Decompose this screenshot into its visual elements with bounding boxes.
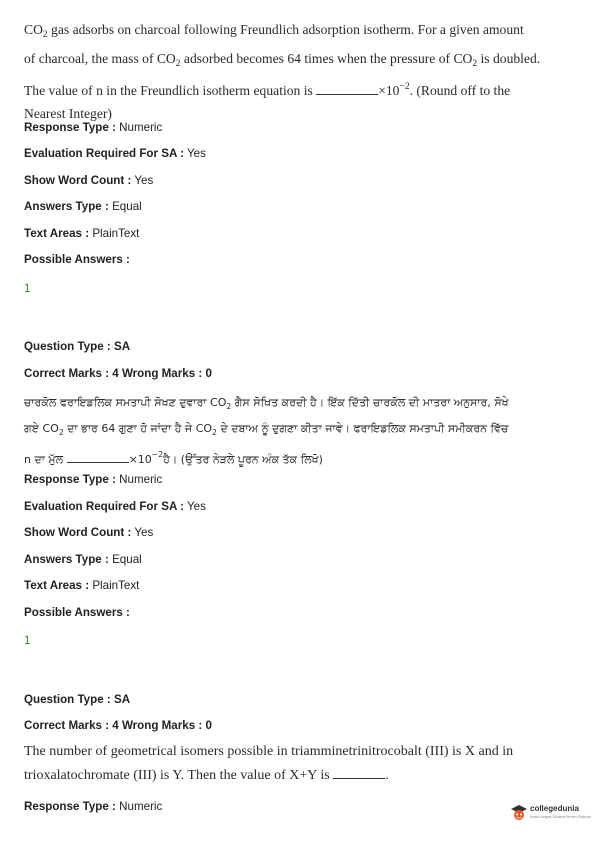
answers-type: Answers Type : Equal <box>24 200 142 213</box>
question-line: n ਦਾ ਮੁੱਲ $\times 10^{-2}ਹੈ।$ (ਉੱਤਰ ਨੇੜਲੇ ਪੂਰਨ ਅੰਕ ਤੱਕ ਲਿਖੋ) <box>24 450 323 466</box>
answers-type: Answers Type : Equal <box>24 553 142 566</box>
possible-answer-value: 1 <box>24 634 31 647</box>
question-line: ਗਏ $CO_2$ ਦਾ ਭਾਰ 64 ਗੁਣਾ ਹੋ ਜਾਂਦਾ ਹੈ ਜੇ $CO_2$ ਦੇ ਦਬਾਅ ਨੂੰ ਦੁਗਣਾ ਕੀਤਾ ਜਾਵੇ। ਫਰਾਇਡਲਿਕ ਸਮਤਾਪੀ ਸਮੀਕਰਨ ਵਿੱਚ <box>24 422 509 437</box>
question-text-english <box>24 740 572 788</box>
logo-tagline: India's largest Student Review Platform <box>530 815 591 819</box>
question-line: The value of n in the Freundlich isotherm equation is $\times 10^{-2}$. (Round off to the <box>24 82 511 98</box>
answer-blank <box>316 82 378 95</box>
logo-name: collegedunia <box>530 804 579 813</box>
show-word-count: Show Word Count : Yes <box>24 526 154 539</box>
answer-blank <box>67 450 129 463</box>
question-line: The number of geometrical isomers possible in triamminetrinitrocobalt (III) is X and in <box>24 744 514 759</box>
question-text-english <box>24 18 572 125</box>
collegedunia-logo <box>510 802 594 826</box>
evaluation-required: Evaluation Required For SA : Yes <box>24 147 206 160</box>
text-areas: Text Areas : PlainText <box>24 227 140 240</box>
text-areas: Text Areas : PlainText <box>24 579 140 592</box>
marks: Correct Marks : 4 Wrong Marks : 0 <box>24 719 212 732</box>
question-line: Nearest Integer) <box>24 106 112 121</box>
question-type: Question Type : SA <box>24 340 131 353</box>
evaluation-required: Evaluation Required For SA : Yes <box>24 500 206 513</box>
question-type: Question Type : SA <box>24 693 131 706</box>
possible-answer-value: 1 <box>24 282 31 295</box>
question-text-punjabi <box>24 392 572 471</box>
question-line: of charcoal, the mass of $CO_2$ adsorbed becomes 64 times when the pressure of $CO_2$ is doubled. <box>24 51 541 69</box>
graduate-mascot-icon <box>510 804 528 822</box>
response-type: Response Type : Numeric <box>24 473 163 486</box>
response-type: Response Type : Numeric <box>24 800 163 813</box>
possible-answers-label: Possible Answers : <box>24 253 130 266</box>
response-type: Response Type : Numeric <box>24 121 163 134</box>
answer-blank <box>333 766 385 779</box>
question-line: ਚਾਰਕੋਲ ਫਰਾਇਡਲਿਕ ਸਮਤਾਪੀ ਸੋਖਣ ਦੁਵਾਰਾ $CO_2$ ਗੈਸ ਸੋਖਿਤ ਕਰਦੀ ਹੈ। ਇੱਕ ਦਿੱਤੀ ਚਾਰਕੋਲ ਦੀ ਮਾਤਰਾ ਅਨੁਸਾਰ, ਸੋਖੇ <box>24 396 509 411</box>
possible-answers-label: Possible Answers : <box>24 606 130 619</box>
show-word-count: Show Word Count : Yes <box>24 174 154 187</box>
question-line: $CO_2$ gas adsorbs on charcoal following Freundlich adsorption isotherm. For a given amount <box>24 22 524 40</box>
marks: Correct Marks : 4 Wrong Marks : 0 <box>24 367 212 380</box>
question-line: trioxalatochromate (III) is Y. Then the value of X+Y is . <box>24 768 389 783</box>
